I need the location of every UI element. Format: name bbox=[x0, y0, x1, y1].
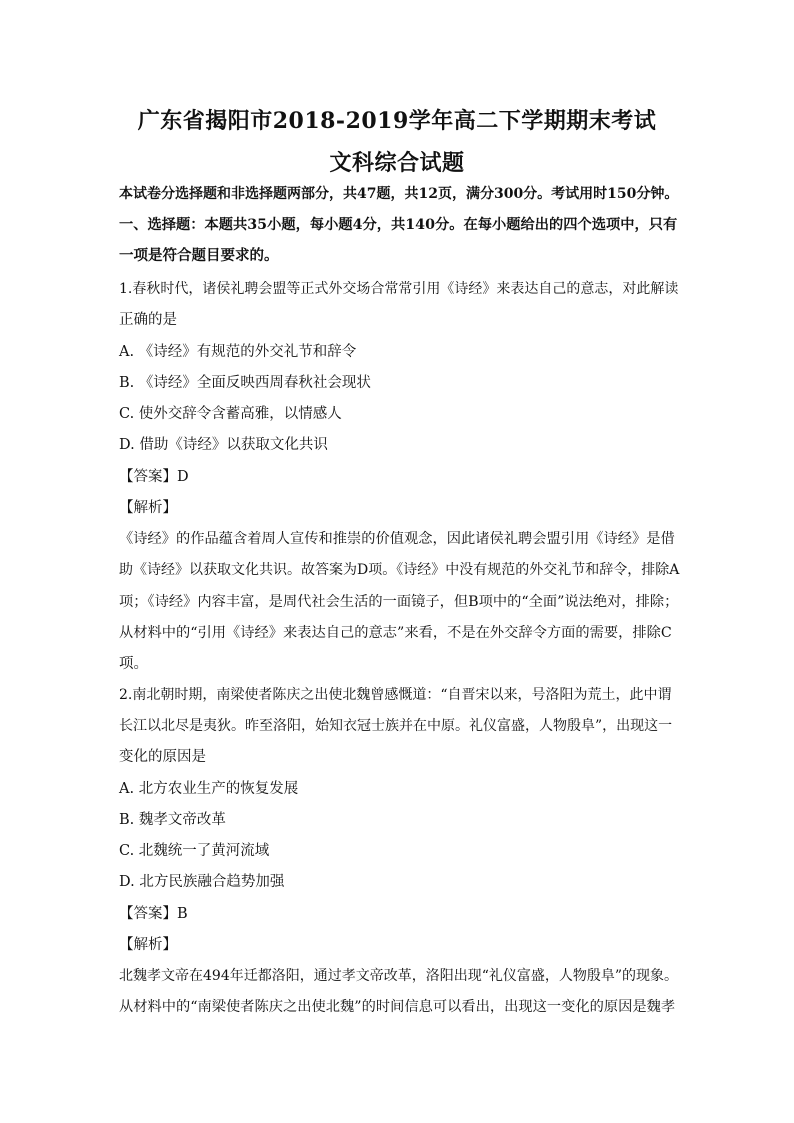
q1-option-b: B. 《诗经》全面反映西周春秋社会现状 bbox=[119, 375, 371, 391]
q2-option-c: C. 北魏统一了黄河流域 bbox=[119, 843, 270, 859]
q1-stem: 1.春秋时代，诸侯礼聘会盟等正式外交场合常常引用《诗经》来表达自己的意志，对此解读 bbox=[119, 281, 679, 297]
q1-stem-cont: 正确的是 bbox=[119, 312, 177, 328]
q2-analysis-line: 从材料中的“南梁使者陈庆之出使北魏”的时间信息可以看出，出现这一变化的原因是魏孝 bbox=[119, 999, 676, 1015]
q2-option-d: D. 北方民族融合趋势加强 bbox=[119, 874, 285, 890]
q1-analysis-line: 助《诗经》以获取文化共识。故答案为D项。《诗经》中没有规范的外交礼节和辞令，排除A bbox=[119, 562, 680, 578]
q1-analysis-line: 项；《诗经》内容丰富，是周代社会生活的一面镜子，但B项中的“全面”说法绝对，排除； bbox=[119, 594, 679, 610]
q2-stem: 2.南北朝时期，南梁使者陈庆之出使北魏曾感慨道：“自晋宋以来，号洛阳为荒土，此中谓 bbox=[119, 687, 672, 703]
q2-option-b: B. 魏孝文帝改革 bbox=[119, 812, 226, 828]
q1-analysis-label: 【解析】 bbox=[119, 500, 177, 516]
q1-analysis-line: 项。 bbox=[119, 656, 148, 672]
q2-stem-cont: 长江以北尽是夷狄。昨至洛阳，始知衣冠士族并在中原。礼仪富盛，人物殷阜”，出现这一 bbox=[119, 718, 673, 734]
doc-title: 广东省揭阳市2018-2019学年高二下学期期末考试 bbox=[137, 108, 657, 134]
q1-option-c: C. 使外交辞令含蓄高雅，以情感人 bbox=[119, 406, 342, 422]
q2-stem-cont: 变化的原因是 bbox=[119, 749, 206, 765]
q1-analysis-line: 从材料中的“引用《诗经》来表达自己的意志”来看，不是在外交辞令方面的需要，排除C bbox=[119, 625, 672, 641]
q2-option-a: A. 北方农业生产的恢复发展 bbox=[119, 781, 299, 797]
q1-analysis-line: 《诗经》的作品蕴含着周人宣传和推崇的价值观念，因此诸侯礼聘会盟引用《诗经》是借 bbox=[119, 531, 675, 547]
q1-answer: 【答案】D bbox=[119, 469, 189, 485]
q2-analysis-line: 北魏孝文帝在494年迁都洛阳，通过孝文帝改革，洛阳出现“礼仪富盛，人物殷阜”的现象。 bbox=[119, 968, 679, 984]
section-heading-cont: 一项是符合题目要求的。 bbox=[119, 247, 279, 264]
doc-subtitle: 文科综合试题 bbox=[329, 150, 465, 176]
intro-text: 本试卷分选择题和非选择题两部分，共47题，共12页，满分300分。考试用时150分钟。 bbox=[119, 186, 679, 202]
q1-option-a: A. 《诗经》有规范的外交礼节和辞令 bbox=[119, 344, 357, 360]
q1-option-d: D. 借助《诗经》以获取文化共识 bbox=[119, 437, 328, 453]
q2-answer: 【答案】B bbox=[119, 906, 188, 922]
section-heading: 一、选择题：本题共35小题，每小题4分，共140分。在每小题给出的四个选项中，只有 bbox=[119, 217, 678, 233]
q2-analysis-label: 【解析】 bbox=[119, 937, 177, 953]
